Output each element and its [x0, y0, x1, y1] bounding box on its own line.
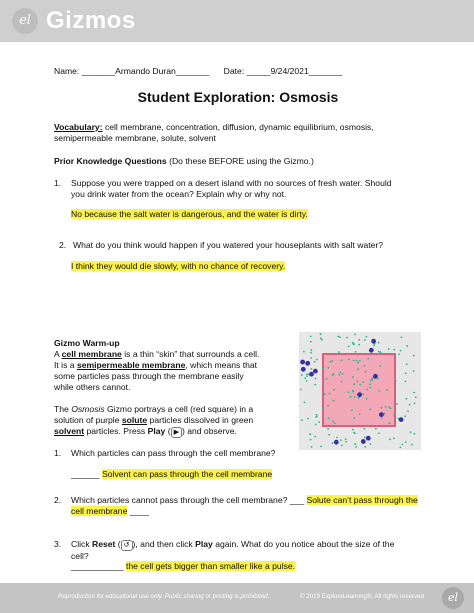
solvent-particle [355, 351, 357, 353]
solvent-particle [304, 377, 306, 379]
wq1-text: Which particles can pass through the cell membrane? [71, 448, 276, 458]
footer-disclaimer: Reproduction for educational use only. Public sharing or posting is prohibited. [58, 593, 270, 600]
solvent-particle [413, 370, 415, 372]
solvent-particle [409, 404, 411, 406]
solvent-particle [316, 416, 318, 418]
solvent-particle [304, 402, 306, 404]
w-p1-c: , which means that some particles pass through the membrane easily while others cannot. [54, 360, 258, 392]
name-label: Name: [54, 66, 80, 76]
solvent-particle [337, 336, 339, 338]
footer [0, 583, 474, 613]
solvent-particle [315, 378, 317, 380]
solvent-particle [331, 360, 333, 362]
solvent-particle [338, 351, 340, 353]
w-p2-f: ) and observe. [181, 426, 237, 436]
wq1-blank: ______ [71, 469, 100, 479]
w-p1-a: A [54, 349, 62, 359]
wq3-blank: ___________ [71, 561, 126, 571]
solvent-particle [357, 380, 359, 382]
solvent-particle [352, 390, 354, 392]
solvent-particle [348, 391, 350, 393]
solvent-particle [414, 433, 416, 435]
prior-knowledge-heading [54, 156, 314, 167]
solvent-particle [353, 417, 355, 419]
solvent-particle [333, 389, 335, 391]
solvent-particle [303, 351, 305, 353]
w-p2-a: The [54, 404, 72, 414]
date-label: Date: [223, 66, 245, 76]
gizmos-header [0, 0, 474, 42]
solvent-particle [353, 432, 355, 434]
solute-particle [369, 348, 374, 353]
term-solvent: solvent [54, 426, 85, 436]
solvent-particle [358, 339, 360, 341]
solvent-particle [413, 355, 415, 357]
solvent-particle [356, 360, 358, 362]
w-p2-c: particles dissolved in green [147, 415, 254, 425]
solvent-particle [388, 348, 390, 350]
solute-particle [361, 439, 366, 444]
pk-heading: Prior Knowledge Questions [54, 156, 167, 166]
solvent-particle [327, 405, 329, 407]
solvent-particle [341, 360, 343, 362]
wq2-number: 2. [54, 495, 62, 505]
solvent-particle [333, 400, 335, 402]
solvent-particle [311, 368, 313, 370]
q2-answer [71, 261, 285, 272]
solute-particle [300, 360, 305, 365]
solvent-particle [395, 380, 397, 382]
solvent-particle [351, 410, 353, 412]
solvent-particle [405, 381, 407, 383]
wq3-a: Click [71, 539, 93, 549]
solvent-particle [307, 418, 309, 420]
solvent-particle [370, 380, 372, 382]
wq3-text-block [71, 539, 396, 562]
solute-particle [305, 361, 310, 366]
solvent-particle [399, 447, 401, 449]
solvent-particle [310, 357, 312, 359]
solvent-particle [340, 439, 342, 441]
solvent-particle [341, 381, 343, 383]
solvent-particle [359, 360, 361, 362]
wq2-answer-text: Solute can’t pass through the cell membrane [71, 495, 418, 516]
w-p1-b: is a thin “skin” that surrounds a cell. It is a [54, 349, 260, 370]
solvent-particle [411, 444, 413, 446]
solvent-particle [322, 368, 324, 370]
solvent-particle [404, 415, 406, 417]
solvent-particle [334, 422, 336, 424]
solvent-particle [340, 371, 342, 373]
solvent-particle [352, 376, 354, 378]
solvent-particle [407, 410, 409, 412]
osmosis-simulation-image [299, 332, 421, 450]
solvent-particle [389, 422, 391, 424]
solute-particle [373, 374, 378, 379]
solvent-particle [387, 389, 389, 391]
solvent-particle [380, 352, 382, 354]
solvent-particle [359, 384, 361, 386]
solvent-particle [414, 403, 416, 405]
term-solute: solute [121, 415, 148, 425]
vocab-text: cell membrane, concentration, diffusion, dynamic equilibrium, osmosis, semipermeable membrane, solute, solvent [54, 122, 374, 143]
solvent-particle [378, 432, 380, 434]
wq3-b: ( [115, 539, 121, 549]
solvent-particle [310, 341, 312, 343]
solvent-particle [352, 429, 354, 431]
solute-particle [379, 412, 384, 417]
solvent-particle [345, 441, 347, 443]
solvent-particle [415, 396, 417, 398]
solvent-particle [401, 336, 403, 338]
solvent-particle [354, 396, 356, 398]
solvent-particle [385, 406, 387, 408]
solvent-particle [320, 337, 322, 339]
solvent-particle [342, 373, 344, 375]
solvent-particle [314, 436, 316, 438]
play-icon: ▶ [171, 427, 182, 438]
solvent-particle [314, 361, 316, 363]
solvent-particle [358, 344, 360, 346]
solvent-particle [341, 445, 343, 447]
wq3-number: 3. [54, 539, 62, 549]
solvent-particle [357, 362, 359, 364]
solute-particle [334, 440, 339, 445]
solvent-particle [401, 444, 403, 446]
solvent-particle [345, 438, 347, 440]
warmup-heading: Gizmo Warm-up [54, 338, 120, 348]
solvent-particle [371, 378, 373, 380]
solvent-particle [358, 397, 360, 399]
wq3-d: again. What do you notice about the size of the cell? [71, 539, 395, 561]
osmosis-cell-diagram [299, 332, 421, 450]
solvent-particle [366, 336, 368, 338]
solvent-particle [363, 365, 365, 367]
solvent-particle [364, 436, 366, 438]
solvent-particle [353, 360, 355, 362]
solvent-particle [309, 434, 311, 436]
solvent-particle [406, 398, 408, 400]
solvent-particle [357, 368, 359, 370]
solvent-particle [369, 387, 371, 389]
solute-particle [357, 392, 362, 397]
q1-answer-text: No because the salt water is dangerous, and the water is dirty. [71, 209, 308, 219]
solvent-particle [378, 351, 380, 353]
footer-logo-icon: el [442, 587, 464, 609]
solvent-particle [316, 414, 318, 416]
solvent-particle [413, 392, 415, 394]
solvent-particle [350, 396, 352, 398]
solvent-particle [328, 434, 330, 436]
wq2-text: Which particles cannot pass through the cell membrane? ___ [71, 495, 307, 505]
solvent-particle [332, 442, 334, 444]
wq1-answer-text: Solvent can pass through the cell membrane [102, 469, 273, 479]
solvent-particle [375, 428, 377, 430]
solvent-particle [348, 359, 350, 361]
wq1-answer [71, 469, 272, 480]
solvent-particle [318, 421, 320, 423]
solvent-particle [398, 353, 400, 355]
solvent-particle [328, 418, 330, 420]
w-p2-osmosis: Osmosis [71, 404, 105, 414]
term-semipermeable: semipermeable membrane [76, 360, 186, 370]
solvent-particle [354, 334, 356, 336]
solvent-particle [370, 443, 372, 445]
wq2-text-block [71, 495, 422, 517]
solvent-particle [352, 343, 354, 345]
solute-particle [313, 369, 318, 374]
solvent-particle [393, 349, 395, 351]
solvent-particle [405, 372, 407, 374]
q2-answer-text: I think they would die slowly, with no chance of recovery. [71, 261, 286, 271]
solvent-particle [366, 389, 368, 391]
solvent-particle [364, 446, 366, 448]
solvent-particle [336, 437, 338, 439]
solvent-particle [327, 367, 329, 369]
solvent-particle [332, 421, 334, 423]
solvent-particle [322, 408, 324, 410]
solvent-particle [396, 403, 398, 405]
solvent-particle [365, 371, 367, 373]
term-cell-membrane: cell membrane [61, 349, 122, 359]
wq3-reset-label: Reset [92, 539, 116, 549]
solute-particle [371, 339, 376, 344]
solvent-particle [377, 378, 379, 380]
solvent-particle [306, 373, 308, 375]
solvent-particle [326, 378, 328, 380]
solvent-particle [333, 373, 335, 375]
solvent-particle [315, 424, 317, 426]
solvent-particle [300, 389, 302, 391]
warmup-paragraph-1 [54, 349, 262, 393]
solute-particle [366, 436, 371, 441]
solvent-particle [369, 408, 371, 410]
solvent-particle [378, 342, 380, 344]
solvent-particle [355, 446, 357, 448]
wq3-play-label: Play [195, 539, 213, 549]
solvent-particle [310, 352, 312, 354]
solvent-particle [384, 413, 386, 415]
reset-icon: ↺ [121, 540, 133, 551]
q1-number: 1. [54, 178, 62, 188]
vocab-label: Vocabulary: [54, 122, 103, 132]
solute-particle [301, 367, 306, 372]
w-play-label: Play [147, 426, 166, 436]
solvent-particle [339, 336, 341, 338]
solvent-particle [301, 374, 303, 376]
solvent-particle [306, 380, 308, 382]
solvent-particle [338, 374, 340, 376]
solvent-particle [393, 414, 395, 416]
w-p2-e: ( [165, 426, 171, 436]
w-p2-b: Gizmo portrays a cell (red square) in a solution of purple [54, 404, 254, 425]
solvent-particle [378, 390, 380, 392]
gizmos-brand: Gizmos [46, 7, 136, 34]
solvent-particle [405, 441, 407, 443]
solvent-particle [306, 375, 308, 377]
solvent-particle [400, 350, 402, 352]
solvent-particle [329, 393, 331, 395]
solvent-particle [373, 344, 375, 346]
solute-particle [399, 417, 404, 422]
solvent-particle [359, 413, 361, 415]
solvent-particle [390, 408, 392, 410]
solvent-particle [381, 417, 383, 419]
warmup-paragraph-2 [54, 404, 262, 438]
w-p2-d: particles. Press [84, 426, 148, 436]
solvent-particle [353, 383, 355, 385]
solvent-particle [327, 428, 329, 430]
q2-text: What do you think would happen if you watered your houseplants with salt water? [73, 240, 384, 250]
q1-answer [71, 209, 308, 220]
solvent-particle [314, 384, 316, 386]
name-date-line [54, 66, 342, 77]
wq3-c: ), and then click [132, 539, 196, 549]
solvent-particle [366, 398, 368, 400]
pk-note: (Do these BEFORE using the Gizmo.) [166, 156, 314, 166]
q1-text: Suppose you were trapped on a desert island with no sources of fresh water. Should you drink water from the ocean? Explain why or why not. [71, 178, 392, 199]
q2-number: 2. [59, 240, 67, 250]
solvent-particle [310, 336, 312, 338]
solvent-particle [346, 337, 348, 339]
wq3-answer [71, 561, 295, 572]
solvent-particle [329, 361, 331, 363]
solvent-particle [310, 439, 312, 441]
solvent-particle [388, 406, 390, 408]
solvent-particle [381, 407, 383, 409]
solvent-particle [362, 381, 364, 383]
gizmo-warmup [54, 338, 262, 438]
solvent-particle [406, 363, 408, 365]
solvent-particle [354, 443, 356, 445]
solvent-particle [379, 365, 381, 367]
solvent-particle [369, 383, 371, 385]
name-value: _______Armando Duran_______ [81, 66, 210, 76]
solute-particle [309, 372, 314, 377]
wq1-number: 1. [54, 448, 62, 458]
solvent-particle [364, 428, 366, 430]
solvent-particle [301, 419, 303, 421]
solvent-particle [362, 393, 364, 395]
solvent-particle [324, 393, 326, 395]
solvent-particle [410, 431, 412, 433]
explorelearning-logo-icon: el [12, 8, 38, 34]
solvent-particle [406, 345, 408, 347]
solvent-particle [320, 446, 322, 448]
solvent-particle [310, 349, 312, 351]
vocabulary [54, 122, 394, 144]
solvent-particle [348, 346, 350, 348]
footer-copyright: © 2019 ExploreLearning®. All rights reserved [300, 593, 424, 600]
wq2-tail: ____ [127, 506, 149, 516]
solvent-particle [364, 339, 366, 341]
solvent-particle [320, 333, 322, 335]
solvent-particle [393, 437, 395, 439]
wq3-answer-text: the cell gets bigger than smaller like a pulse. [125, 561, 296, 571]
solvent-particle [389, 439, 391, 441]
solvent-particle [311, 446, 313, 448]
date-value: _____9/24/2021_______ [246, 66, 343, 76]
page-title: Student Exploration: Osmosis [137, 89, 339, 105]
solvent-particle [316, 359, 318, 361]
solvent-particle [367, 358, 369, 360]
